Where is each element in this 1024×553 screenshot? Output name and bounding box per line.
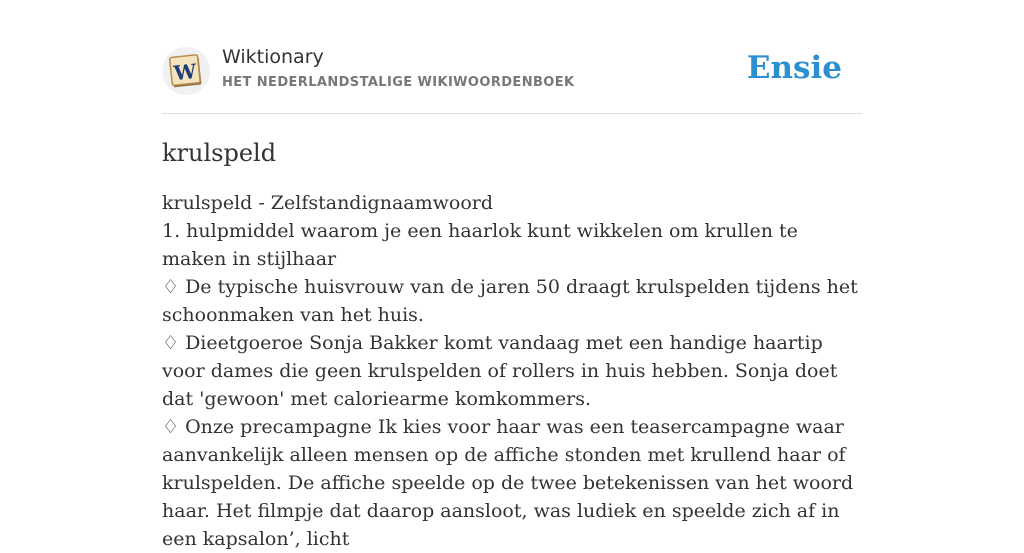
site-title[interactable]: Wiktionary xyxy=(222,46,324,68)
example-sentence: ♢ Dieetgoeroe Sonja Bakker komt vandaag met een handige haartip voor dames die geen krulspelden of rollers in huis hebben. Sonja doet dat 'gewoon' met caloriearme komkommers. xyxy=(162,332,838,410)
example-sentence: ♢ De typische huisvrouw van de jaren 50 draagt krulspelden tijdens het schoonmaken van het huis. xyxy=(162,276,858,326)
site-header xyxy=(162,0,862,114)
page-title: krulspeld xyxy=(162,139,277,167)
entry-heading: krulspeld - Zelfstandignaamwoord xyxy=(162,192,494,214)
ensie-logo-link[interactable]: Ensie xyxy=(746,50,842,86)
page xyxy=(162,0,862,553)
example-sentence: ♢ Onze precampagne Ik kies voor haar was een teasercampagne waar aanvankelijk alleen mensen op de affiche stonden met krullend haar of krulspelden. De affiche speelde op de twee betekenissen van het woord haar. Het filmpje dat daarop aansloot, was ludiek en speelde zich af in een kapsalon’, licht xyxy=(162,416,854,550)
word-entry xyxy=(162,189,862,553)
site-subtitle: HET NEDERLANDSTALIGE WIKIWOORDENBOEK xyxy=(222,75,575,90)
logo-letter: W xyxy=(172,58,198,86)
wiktionary-logo[interactable] xyxy=(162,47,210,95)
wiktionary-tile-icon xyxy=(168,53,204,89)
definition: 1. hulpmiddel waarom je een haarlok kunt wikkelen om krullen te maken in stijlhaar xyxy=(162,220,798,270)
